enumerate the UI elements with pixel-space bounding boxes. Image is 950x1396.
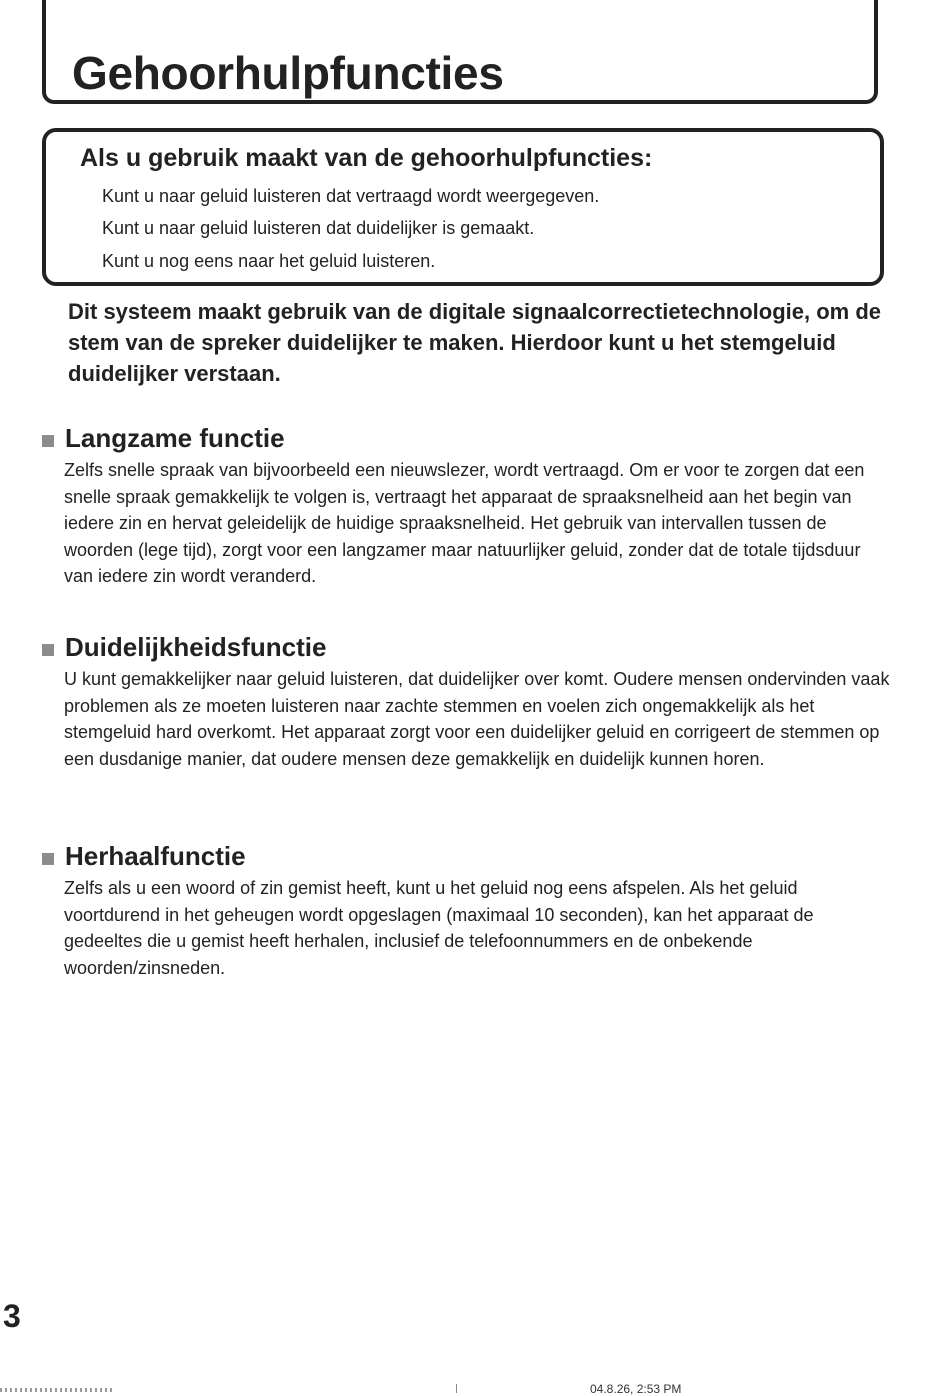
section-langzame-functie — [42, 423, 892, 590]
square-bullet-icon — [42, 435, 54, 447]
footer-print-marks — [0, 1388, 115, 1392]
info-box-heading: Als u gebruik maakt van de gehoorhulpfuncties: — [80, 144, 653, 172]
section-body: U kunt gemakkelijker naar geluid luisteren, dat duidelijker over komt. Oudere mensen ondervinden vaak problemen als ze moeten luisteren naar zachte stemmen en voelen zich ongemakkelijk als het stemgeluid hard overkomt. Het apparaat zorgt voor een duidelijker geluid en corrigeert de stemmen op een dusdanige manier, dat oudere mensen deze gemakkelijk en duidelijk kunnen horen. — [64, 669, 890, 769]
section-heading — [42, 841, 892, 875]
section-heading-text: Herhaalfunctie — [65, 841, 246, 871]
section-heading — [42, 423, 892, 457]
section-heading-text: Duidelijkheidsfunctie — [65, 632, 327, 662]
section-herhaalfunctie — [42, 841, 892, 981]
title-box — [42, 0, 878, 104]
section-heading — [42, 632, 892, 666]
section-body: Zelfs als u een woord of zin gemist heeft, kunt u het geluid nog eens afspelen. Als het geluid voortdurend in het geheugen wordt opgeslagen (maximaal 10 seconden), kan het apparaat de gedeeltes die u gemist heeft herhalen, inclusief de telefoonnummers en de onbekende woorden/zinsneden. — [64, 878, 814, 978]
info-box-line: Kunt u naar geluid luisteren dat duidelijker is gemaakt. — [102, 218, 535, 238]
footer-timestamp: 04.8.26, 2:53 PM — [590, 1382, 682, 1396]
section-body: Zelfs snelle spraak van bijvoorbeeld een nieuwslezer, wordt vertraagd. Om er voor te zorgen dat een snelle spraak gemakkelijk te volgen is, vertraagt het apparaat de spraaksnelheid aan het begin van iedere zin en hervat geleidelijk de huidige spraaksnelheid. Het gebruik van intervallen tussen de woorden (lege tijd), zorgt voor een langzamer maar natuurlijker geluid, zonder dat de totale tijdsduur van iedere zin wordt veranderd. — [64, 460, 865, 587]
footer-crop-mark — [456, 1384, 457, 1393]
section-duidelijkheidsfunctie — [42, 632, 892, 772]
page-title: Gehoorhulpfuncties — [72, 47, 504, 99]
square-bullet-icon — [42, 853, 54, 865]
info-box-line: Kunt u nog eens naar het geluid luisteren. — [102, 251, 436, 271]
section-heading-text: Langzame functie — [65, 423, 285, 453]
square-bullet-icon — [42, 644, 54, 656]
intro-paragraph: Dit systeem maakt gebruik van de digitale signaalcorrectietechnologie, om de stem van de spreker duidelijker te maken. Hierdoor kunt u het stemgeluid duidelijker verstaan. — [68, 299, 882, 386]
info-box — [42, 128, 884, 286]
page-number: 3 — [3, 1298, 21, 1334]
info-box-line: Kunt u naar geluid luisteren dat vertraagd wordt weergegeven. — [102, 186, 600, 206]
